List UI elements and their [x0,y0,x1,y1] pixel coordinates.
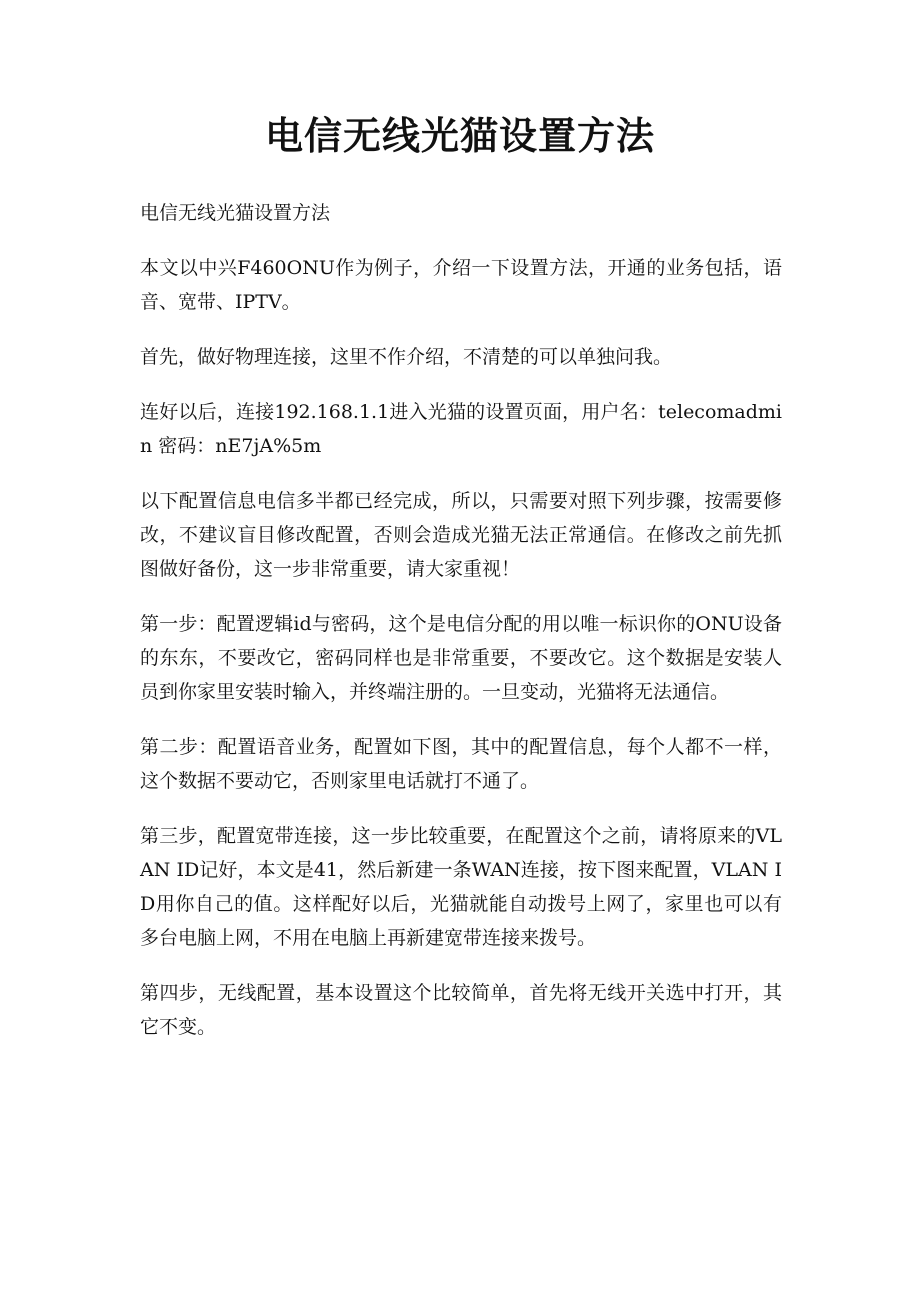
paragraph-intro: 本文以中兴F460ONU作为例子，介绍一下设置方法，开通的业务包括，语音、宽带、IPTV。 [140,257,782,313]
paragraph-subtitle: 电信无线光猫设置方法 [140,202,331,224]
paragraph-step-two: 第二步：配置语音业务，配置如下图，其中的配置信息，每个人都不一样，这个数据不要动它，否则家里电话就打不通了。 [140,736,782,792]
paragraph-login-info: 连好以后，连接192.168.1.1进入光猫的设置页面，用户名：telecomadmin 密码：nE7jA%5m [140,401,782,457]
document-body [140,196,782,1065]
paragraph-step-one: 第一步：配置逻辑id与密码，这个是电信分配的用以唯一标识你的ONU设备的东东，不要改它，密码同样也是非常重要，不要改它。这个数据是安装人员到你家里安装时输入，并终端注册的。一旦变动，光猫将无法通信。 [140,613,782,703]
document-title: 电信无线光猫设置方法 [264,113,655,158]
paragraph-backup-warning: 以下配置信息电信多半都已经完成，所以，只需要对照下列步骤，按需要修改，不建议盲目修改配置，否则会造成光猫无法正常通信。在修改之前先抓图做好备份，这一步非常重要，请大家重视！ [140,490,782,580]
paragraph-physical-connection: 首先，做好物理连接，这里不作介绍，不清楚的可以单独问我。 [140,346,673,368]
paragraph-step-three: 第三步，配置宽带连接，这一步比较重要，在配置这个之前，请将原来的VLAN ID记好，本文是41，然后新建一条WAN连接，按下图来配置，VLAN ID用你自己的值。这样配好以后，光猫就能自动拨号上网了，家里也可以有多台电脑上网，不用在电脑上再新建宽带连接来拨号。 [140,825,782,949]
paragraph-step-four: 第四步，无线配置，基本设置这个比较简单，首先将无线开关选中打开，其它不变。 [140,982,782,1038]
